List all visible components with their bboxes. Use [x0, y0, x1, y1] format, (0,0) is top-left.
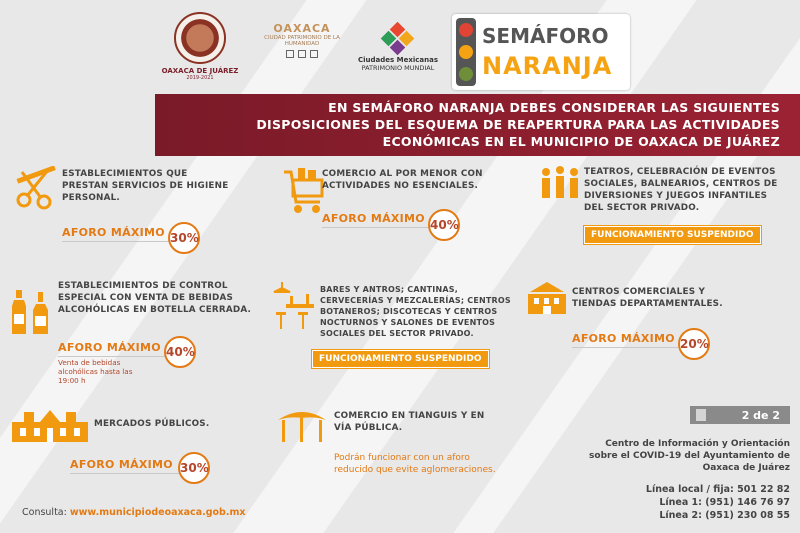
divider: [322, 227, 432, 228]
unesco-icons: [262, 50, 342, 58]
shopping-cart-icon: [282, 166, 326, 216]
card-title: COMERCIO EN TIANGUIS Y EN: [334, 411, 485, 421]
card-title: PERSONAL.: [62, 193, 120, 203]
card-comercio: [322, 168, 483, 192]
phone-line: Línea 1: (951) 146 76 97: [659, 497, 790, 508]
aforo-label: AFORO MÁXIMO: [572, 332, 675, 345]
note-line: Podrán funcionar con un aforo: [334, 453, 470, 463]
card-title: PRESTAN SERVICIOS DE HIGIENE: [62, 181, 229, 191]
cm-line2: PATRIMONIO MUNDIAL: [361, 64, 435, 72]
oaxaca-de-juarez-logo: [150, 12, 250, 81]
card-title: ESTABLECIMIENTOS DE CONTROL: [58, 281, 228, 291]
status-badge: FUNCIONAMIENTO SUSPENDIDO: [312, 350, 489, 368]
document-icon: [696, 409, 706, 421]
card-title: CERVECERÍAS Y MEZCALERÍAS; CENTROS: [320, 296, 511, 305]
banner-line: EN SEMÁFORO NARANJA DEBES CONSIDERAR LAS SIGUIENTES: [328, 100, 780, 115]
aforo-percent: 30%: [178, 452, 210, 484]
mall-building-icon: [526, 282, 568, 316]
logo-years: 2019-2021: [186, 75, 214, 81]
divider: [572, 347, 678, 348]
note-line: reducido que evite aglomeraciones.: [334, 465, 496, 475]
oaxaca-city-logo: [262, 22, 342, 58]
card-mercados: [94, 418, 209, 430]
card-centros: [572, 286, 723, 310]
market-stall-icon: [276, 408, 328, 442]
crowd-icon: [538, 164, 582, 200]
bottles-icon: [10, 290, 54, 336]
card-title: ALCOHÓLICAS EN BOTELLA CERRADA.: [58, 305, 252, 315]
card-teatros: [584, 166, 777, 214]
card-title: TIENDAS DEPARTAMENTALES.: [572, 299, 723, 309]
aforo-percent: 20%: [678, 328, 710, 360]
banner-line: ECONÓMICAS EN EL MUNICIPIO DE OAXACA DE JUÁREZ: [382, 134, 780, 149]
card-title: VÍA PÚBLICA.: [334, 423, 403, 433]
banner-line: DISPOSICIONES DEL ESQUEMA DE REAPERTURA PARA LAS ACTIVIDADES: [256, 117, 780, 132]
aforo-label: AFORO MÁXIMO: [58, 341, 161, 354]
semaforo-label: SEMÁFORO: [482, 24, 609, 48]
card-bares: [320, 284, 511, 339]
oaxaca-city-subtitle: CIUDAD PATRIMONIO DE LA HUMANIDAD: [264, 35, 340, 47]
card-title: DIVERSIONES Y JUEGOS INFANTILES: [584, 191, 768, 201]
phone-line: Línea 2: (951) 230 08 55: [659, 510, 790, 521]
ciudades-mexicanas-logo: [350, 24, 446, 72]
semaforo-badge: [452, 14, 630, 90]
card-title: ESTABLECIMIENTOS QUE: [62, 169, 188, 179]
card-title: ACTIVIDADES NO ESENCIALES.: [322, 181, 479, 191]
card-control: [58, 280, 251, 316]
website-link[interactable]: www.municipiodeoaxaca.gob.mx: [69, 507, 246, 518]
phone-lines: [560, 483, 790, 522]
divider: [58, 356, 166, 357]
status-badge: FUNCIONAMIENTO SUSPENDIDO: [584, 226, 761, 244]
card-title: BARES Y ANTROS; CANTINAS,: [320, 285, 458, 294]
note-line: Venta de bebidas: [58, 358, 121, 367]
divider: [70, 473, 180, 474]
aforo-percent: 30%: [168, 222, 200, 254]
card-title: SOCIALES DEL SECTOR PRIVADO.: [320, 329, 474, 338]
oaxaca-city-title: OAXACA: [273, 22, 331, 35]
note-line: 19:00 h: [58, 376, 86, 385]
card-title: NOCTURNOS Y SALONES DE EVENTOS: [320, 318, 496, 327]
card-title: TEATROS, CELEBRACIÓN DE EVENTOS: [584, 167, 776, 177]
bar-stools-icon: [272, 282, 318, 330]
logo-name: OAXACA DE JUÁREZ: [161, 67, 239, 75]
page-number: 2 de 2: [741, 408, 780, 422]
market-building-icon: [10, 408, 90, 444]
cm-diamond-icon: [381, 24, 415, 54]
info-line: sobre el COVID-19 del Ayuntamiento de: [589, 451, 790, 461]
info-line: Oaxaca de Juárez: [702, 463, 790, 473]
card-title: DEL SECTOR PRIVADO.: [584, 203, 700, 213]
card-tianguis-note: [334, 452, 496, 476]
aforo-percent: 40%: [164, 336, 196, 368]
note-line: alcohólicas hasta las: [58, 367, 133, 376]
info-line: Centro de Información y Orientación: [605, 439, 790, 449]
consulta-label: Consulta:: [22, 507, 67, 518]
aforo-label: AFORO MÁXIMO: [322, 212, 425, 225]
card-title: ESPECIAL CON VENTA DE BEBIDAS: [58, 293, 234, 303]
divider: [62, 241, 172, 242]
card-title: MERCADOS PÚBLICOS.: [94, 419, 210, 429]
aforo-label: AFORO MÁXIMO: [62, 226, 165, 239]
traffic-light-icon: [456, 18, 476, 86]
card-control-note: [58, 358, 132, 385]
card-title: BOTANEROS; DISCOTECAS Y CENTROS: [320, 307, 498, 316]
card-higiene: [62, 168, 228, 204]
consulta-footer: [22, 507, 245, 518]
semaforo-color: NARANJA: [482, 52, 613, 80]
title-banner: [155, 94, 800, 156]
aforo-percent: 40%: [428, 209, 460, 241]
scissors-comb-icon: [14, 166, 58, 210]
card-tianguis: [334, 410, 484, 434]
page-indicator: [690, 406, 790, 424]
seal-icon: [174, 12, 226, 64]
info-center: [540, 438, 790, 474]
phone-line: Línea local / fija: 501 22 82: [645, 484, 790, 495]
aforo-label: AFORO MÁXIMO: [70, 458, 173, 471]
card-title: SOCIALES, BALNEARIOS, CENTROS DE: [584, 179, 778, 189]
cm-line1: Ciudades Mexicanas: [358, 56, 438, 64]
card-title: COMERCIO AL POR MENOR CON: [322, 169, 483, 179]
card-title: CENTROS COMERCIALES Y: [572, 287, 706, 297]
